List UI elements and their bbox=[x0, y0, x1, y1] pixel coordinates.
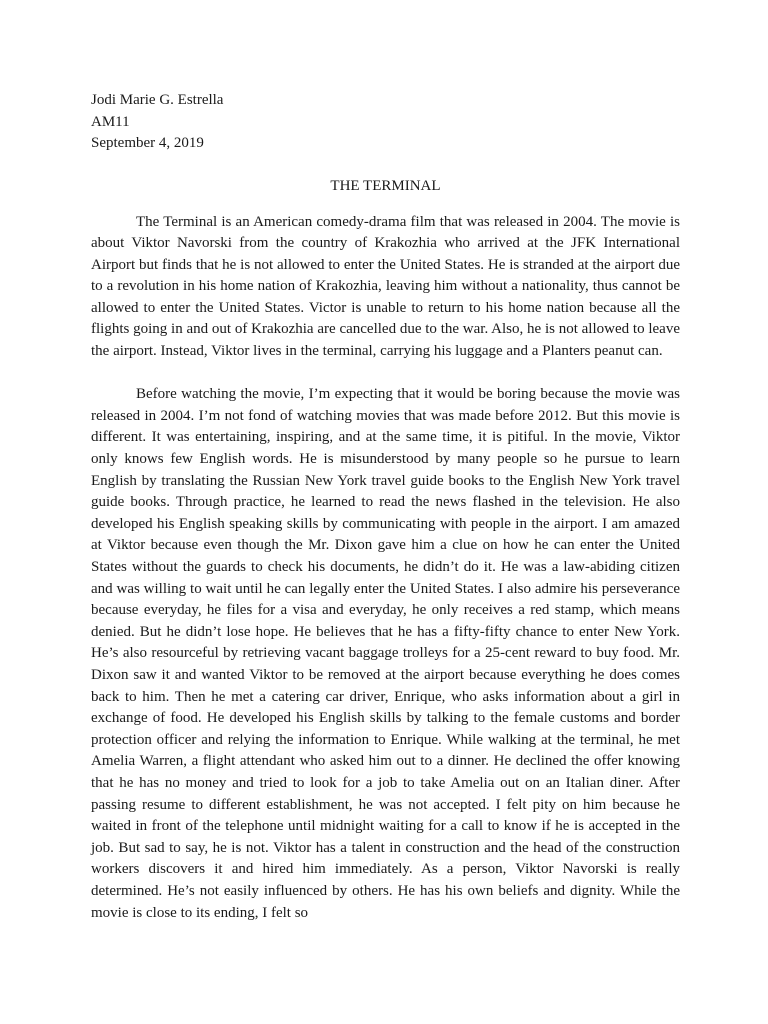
document-page bbox=[91, 90, 680, 946]
document-date: September 4, 2019 bbox=[91, 135, 204, 151]
document-title: THE TERMINAL bbox=[330, 178, 441, 194]
section-code: AM11 bbox=[91, 113, 130, 130]
paragraph-1: The Terminal is an American comedy-drama film that was released in 2004. The movie is about Viktor Navorski from the country of Krakozhia who arrived at the JFK International Airport but finds that he is not allowed to enter the United States. He is stranded at the airport due to a revolution in his home nation of Krakozhia, leaving him without a nationality, thus cannot be allowed to enter the United States. Victor is unable to return to his home nation because all the flights going in and out of Krakozhia are cancelled due to the war. Also, he is not allowed to leave the airport. Instead, Viktor lives in the terminal, carrying his luggage and a Planters peanut can. bbox=[91, 213, 680, 360]
author-name: Jodi Marie G. Estrella bbox=[91, 92, 224, 108]
paragraph-2: Before watching the movie, I’m expecting that it would be boring because the movie was released in 2004. I’m not fond of watching movies that was made before 2012. But this movie is different. It was entertaining, inspiring, and at the same time, it is pitiful. In the movie, Viktor only knows few English words. He is misunderstood by many people so he pursue to learn English by translating the Russian New York travel guide books to the English New York travel guide books. Through practice, he learned to read the news flashed in the television. He also developed his English speaking skills by communicating with people in the airport. I am amazed at Viktor because even though the Mr. Dixon gave him a clue on how he can enter the United States without the guards to check his documents, he didn’t do it. He was a law-abiding citizen and was willing to wait until he can legally enter the United States. I also admire his perseverance because everyday, he files for a visa and everyday, he only receives a red stamp, which means denied. But he didn’t lose hope. He believes that he has a fifty-fifty chance to enter New York. He’s also resourceful by retrieving vacant baggage trolleys for a 25-cent reward to buy food. Mr. Dixon saw it and wanted Viktor to be removed at the airport because everything he does comes back to him. Then he met a catering car driver, Enrique, who asks information about a girl in exchange of food. He developed his English skills by talking to the female customs and border protection officer and relying the information to Enrique. While walking at the terminal, he met Amelia Warren, a flight attendant who asked him out to a dinner. He declined the offer knowing that he has no money and tried to look for a job to take Amelia out on an Italian diner. After passing resume to different establishment, he was not accepted. I felt pity on him because he waited in front of the telephone until midnight waiting for a call to know if he is accepted in the job. But sad to say, he is not. Viktor has a talent in construction and the head of the construction workers discovers it and hired him immediately. As a person, Viktor Navorski is really determined. He’s not easily influenced by others. He has his own beliefs and dignity. While the movie is close to its ending, I felt so bbox=[91, 386, 680, 921]
